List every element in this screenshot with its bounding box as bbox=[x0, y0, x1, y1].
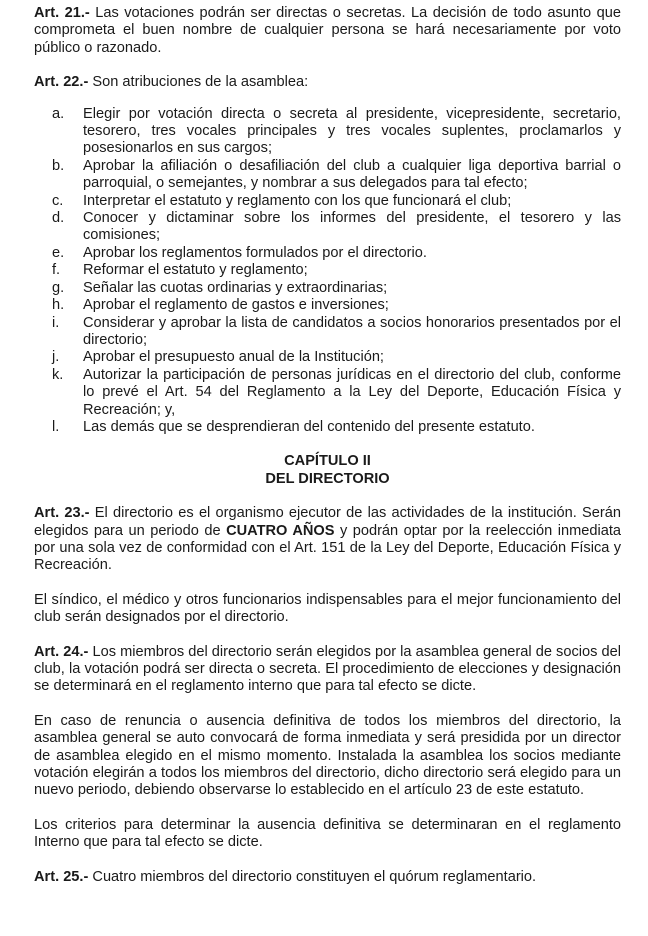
list-item-text: Aprobar los reglamentos formulados por el directorio. bbox=[83, 244, 427, 261]
article-text: El directorio es el organismo ejecutor de las actividades de la institución. Serán elegidos para un periodo de bbox=[34, 505, 621, 539]
list-item bbox=[50, 262, 621, 279]
chapter-title: CAPÍTULO II bbox=[284, 453, 371, 470]
list-item bbox=[50, 193, 621, 210]
article-24-paragraph-3: Los criterios para determinar la ausencia definitiva se determinaran en el reglamento Interno que para tal efecto se dicte. bbox=[34, 816, 621, 851]
list-item bbox=[50, 158, 621, 193]
list-item-text: Considerar y aprobar la lista de candidatos a socios honorarios presentados por el directorio; bbox=[83, 314, 621, 348]
list-marker: h. bbox=[52, 297, 65, 314]
list-item bbox=[50, 245, 621, 262]
list-item bbox=[50, 210, 621, 245]
article-number: Art. 23.- bbox=[34, 505, 90, 522]
list-item-text: Reformar el estatuto y reglamento; bbox=[83, 262, 308, 279]
article-21 bbox=[34, 5, 621, 57]
article-text: Las votaciones podrán ser directas o secretas. La decisión de todo asunto que comprometa el buen nombre de cualquier persona se hará necesariamente por voto público o razonado. bbox=[34, 5, 621, 56]
list-item bbox=[50, 280, 621, 297]
article-22 bbox=[34, 74, 621, 91]
article-23 bbox=[34, 505, 621, 575]
article-number: Art. 22.- bbox=[34, 74, 89, 91]
list-item-text: Interpretar el estatuto y reglamento con los que funcionará el club; bbox=[83, 192, 512, 209]
list-item-text: Conocer y dictaminar sobre los informes del presidente, el tesorero y las comisiones; bbox=[83, 210, 621, 244]
article-24 bbox=[34, 644, 621, 696]
article-text-continued: y podrán optar por la reelección inmediata por una sola vez de conformidad con el Art. 151 de la Ley del Deporte, Educación Física y Recreación. bbox=[34, 522, 622, 574]
attributions-list bbox=[34, 106, 621, 437]
list-item bbox=[50, 297, 621, 314]
list-marker: d. bbox=[52, 210, 65, 227]
article-number: Art. 24.- bbox=[34, 643, 89, 660]
term-emphasis: CUATRO AÑOS bbox=[226, 522, 335, 539]
list-item bbox=[50, 315, 621, 350]
article-23-paragraph-2: El síndico, el médico y otros funcionarios indispensables para el mejor funcionamiento del club serán designados por el directorio. bbox=[34, 591, 621, 626]
article-25 bbox=[34, 869, 621, 886]
article-text: Cuatro miembros del directorio constituyen el quórum reglamentario. bbox=[88, 868, 537, 885]
article-text: Los miembros del directorio serán elegidos por la asamblea general de socios del club, la votación podrá ser directa o secreta. El procedimiento de elecciones y designación se determinará en el reglamento interno que para tal efecto se dicte. bbox=[34, 643, 621, 695]
list-item-text: Aprobar la afiliación o desafiliación del club a cualquier liga deportiva barrial o parroquial, o semejantes, y nombrar a sus delegados para tal efecto; bbox=[83, 157, 621, 192]
list-marker: k. bbox=[52, 366, 64, 383]
list-marker: a. bbox=[52, 105, 65, 122]
list-item-text: Autorizar la participación de personas jurídicas en el directorio del club, conforme lo prevé el Art. 54 del Reglamento a la Ley del Deporte, Educación Física y Recreación; y, bbox=[83, 366, 621, 418]
chapter-subtitle: DEL DIRECTORIO bbox=[265, 470, 390, 487]
list-marker: e. bbox=[52, 244, 65, 261]
list-marker: f. bbox=[52, 262, 61, 279]
article-number: Art. 25.- bbox=[34, 868, 89, 885]
list-marker: g. bbox=[52, 279, 65, 296]
list-item bbox=[50, 349, 621, 366]
article-text: Son atribuciones de la asamblea: bbox=[88, 74, 309, 91]
article-number: Art. 21.- bbox=[34, 5, 90, 21]
list-marker: b. bbox=[52, 157, 65, 174]
list-marker: j. bbox=[52, 349, 60, 366]
list-item-text: Aprobar el presupuesto anual de la Institución; bbox=[83, 349, 384, 366]
list-item bbox=[50, 367, 621, 419]
list-item-text: Elegir por votación directa o secreta al presidente, vicepresidente, secretario, tesorero, tres vocales principales y tres vocales suplentes, proclamarlos y posesionarlos en sus cargos; bbox=[83, 105, 621, 157]
list-item bbox=[50, 106, 621, 158]
list-item-text: Las demás que se desprendieran del contenido del presente estatuto. bbox=[83, 418, 535, 435]
list-item-text: Señalar las cuotas ordinarias y extraordinarias; bbox=[83, 279, 388, 296]
list-item-text: Aprobar el reglamento de gastos e inversiones; bbox=[83, 297, 389, 314]
list-marker: c. bbox=[52, 192, 64, 209]
list-marker: i. bbox=[52, 314, 60, 331]
list-item bbox=[50, 419, 621, 436]
list-marker: l. bbox=[52, 418, 60, 435]
article-24-paragraph-2: En caso de renuncia o ausencia definitiva de todos los miembros del directorio, la asamblea general se auto convocará de forma inmediata y será presidida por un director de asamblea elegido en el mismo momento. Instalada la asamblea los socios mediante votación elegirán a todos los miembros del directorio, dicho directorio será elegido para un nuevo periodo, debiendo observarse lo establecido en el artículo 23 de este estatuto. bbox=[34, 712, 621, 799]
